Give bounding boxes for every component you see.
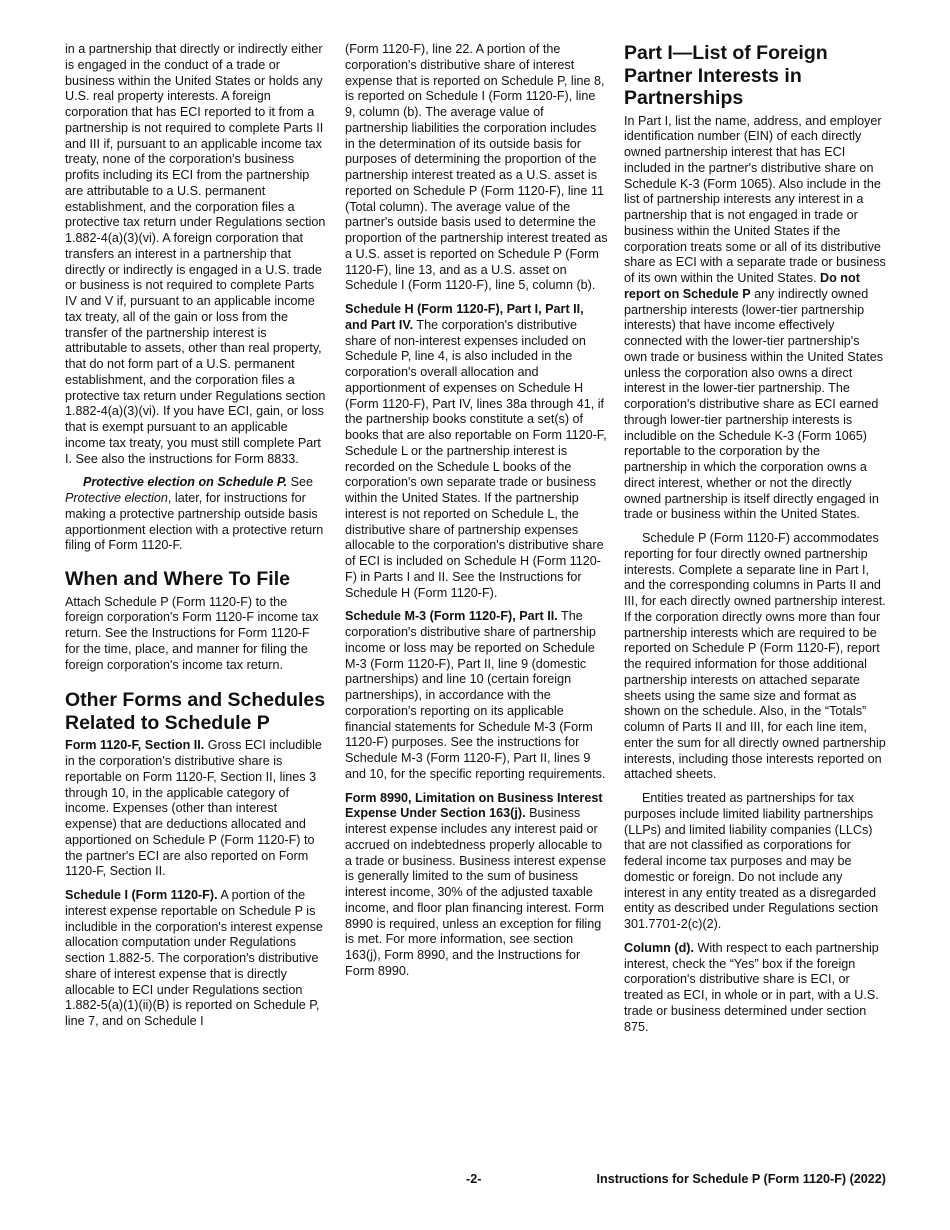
paragraph-form-1120f-section-ii: [65, 738, 327, 880]
text-fragment: Gross ECI includible in the corporation's distributive share is reportable on Form 1120-F, Section II, lines 3 through 10, in the applicable category of income. Expenses (other than interest expense) that are deductions allocated and apportioned on Schedule P (Form 1120-F) to the partner's ECI are also reported on Form 1120-F, Section II.: [65, 738, 322, 879]
paragraph-column-d: [624, 941, 886, 1036]
run-in-heading-column-d: Column (d).: [624, 940, 694, 955]
section-heading-when-where: When and Where To File: [65, 568, 290, 590]
paragraph-schedule-i: [65, 888, 327, 1030]
run-in-heading-schedule-h: Schedule H (Form 1120-F), Part I, Part II, and Part IV.: [345, 302, 584, 332]
paragraph-four-interests: Schedule P (Form 1120-F) accommodates reporting for four directly owned partnership interests. Complete a separate line in Part I, and the corresponding columns in Parts II and III, for each directly owned partnership interest. If the corporation directly owns more than four partnership interests which are required to be reported on Schedule P (Form 1120-F), report the required information for those additional partnership interests on attached separate sheets using the same size and format as shown on the schedule. Also, in the “Totals” column of Parts II and III, for each line item, enter the sum for all directly owned partnership interests, including those interests reported on attached sheets.: [624, 531, 886, 782]
run-in-heading-schedule-m3: Schedule M-3 (Form 1120-F), Part II.: [345, 609, 558, 624]
text-fragment: In Part I, list the name, address, and employer identification number (EIN) of each directly owned partnership interest that has ECI included in the partner's distributive share on Schedule K-3 (Form 1065). Also include in the list of partnership interests any interest in a partnership that is not engaged in trade or business within the United States if the corporation treats some or all of its distributive share as ECI with a separate trade or business of its own within the United States.: [624, 113, 886, 285]
paragraph-protective-election: [65, 475, 327, 554]
text-fragment: The corporation's distributive share of partnership income or loss may be reported on Schedule M-3 (Form 1120-F), Part II, line 9 (domestic partnerships) and line 10 (certain foreign partnerships), in accordance with the corporation's reporting on its applicable financial statements for Schedule M-3 (Form 1120-F) purposes. See the instructions for Schedule M-3 (Form 1120-F), Part II, lines 9 and 10, for the specific reporting requirements.: [345, 609, 606, 781]
paragraph-part-i-list: [624, 114, 886, 524]
emphasis-do-not-report: Do not report on Schedule P: [624, 271, 860, 301]
cross-reference: Protective election: [65, 491, 168, 505]
section-heading-other-forms: Other Forms and Schedules Related to Schedule P: [65, 689, 326, 734]
text-fragment: A portion of the interest expense reportable on Schedule P is includible in the corporation's interest expense allocation computation under Regulations section 1.882-5. The corporation's distributive share of interest expense that is directly allocable to ECI under Regulations section 1.882-5(a)(1)(ii)(B) is reported on Schedule P, line 7, and on Schedule I: [65, 888, 323, 1028]
run-in-heading-protective-election: Protective election on Schedule P.: [83, 475, 288, 490]
column-right: [624, 42, 886, 1043]
column-left: [65, 42, 327, 1038]
text-fragment: , later, for instructions for making a protective partnership outside basis apportionment election with a protective return filing of Form 1120-F.: [65, 491, 324, 553]
text-fragment: Business interest expense includes any interest paid or accrued on indebtedness properly allocable to a trade or business. Business interest expense is generally limited to the sum of business interest income, 30% of the adjusted taxable income, and floor plan financing interest. Form 8990 is required, unless an exception for filing is met. For more information, see section 163(j), Form 8990, and the Instructions for Form 8990.: [345, 806, 607, 978]
page-footer: [0, 1172, 950, 1192]
run-in-heading-form-1120f: Form 1120-F, Section II.: [65, 738, 205, 753]
run-in-heading-form-8990: Form 8990, Limitation on Business Interest Expense Under Section 163(j).: [345, 790, 603, 821]
footer-title: Instructions for Schedule P (Form 1120-F) (2022): [596, 1172, 886, 1186]
text-fragment: any indirectly owned partnership interests (lower-tier partnership interests) that have income effectively connected with the lower-tier partnership's own trade or business within the United States unless the corporation also owns a direct interest in the lower-tier partnership. The corporation's distributive share as ECI earned through lower-tier partnership interests is includible on the Schedule K-3 (Form 1065) reportable to the corporation by the partnership in which the corporation owns a direct interest, whether or not the directly owned partnership is itself directly engaged in trade or business within the United States.: [624, 286, 884, 522]
column-middle: [345, 42, 608, 988]
paragraph-entities-partnerships: Entities treated as partnerships for tax purposes include limited liability partnerships (LLPs) and limited liability companies (LLCs) that are not classified as corporations for federal income tax purposes and may be domestic or foreign. Do not include any interest in any entity treated as a disregarded entity as described under Regulations section 301.7701-2(c)(2).: [624, 791, 879, 931]
paragraph-form-8990: [345, 791, 608, 980]
text-fragment: With respect to each partnership interest, check the “Yes” box if the foreign corporation's distributive share is ECI, or treated as ECI, in whole or in part, with a U.S. trade or business determined under section 875.: [624, 940, 879, 1034]
section-heading-part-i: Part I—List of Foreign Partner Interests in Partnerships: [624, 42, 828, 109]
paragraph-schedule-m3: [345, 609, 608, 782]
paragraph-schedule-i-continued: (Form 1120-F), line 22. A portion of the corporation's distributive share of interest expense that is reported on Schedule P, line 8, is reported on Schedule I (Form 1120-F), line 9, column (b). The average value of partnership liabilities the corporation includes in the determination of its outside basis for purposes of determining the proportion of the partnership interest treated as a U.S. asset is reported on Schedule P (Form 1120-F), line 11 (Total column). The average value of the partner's outside basis used to determine the proportion of the partnership interest treated as a U.S. asset is reported on Schedule P (Form 1120-F), line 13, and as a U.S. asset on Schedule I (Form 1120-F), line 5, column (b).: [345, 42, 608, 293]
page-number: -2-: [466, 1172, 482, 1186]
run-in-heading-schedule-i: Schedule I (Form 1120-F).: [65, 888, 218, 902]
paragraph-schedule-h: [345, 302, 608, 601]
paragraph-treaty-exception: in a partnership that directly or indirectly either is engaged in the conduct of a trade or business within the United States or holds any U.S. real property interests. A foreign corporation that has ECI reported to it from a partnership is not required to complete Parts II and III if, pursuant to an applicable income tax treaty, none of the corporation's business profits including its ECI from the partnership are attributable to a U.S. permanent establishment, and the corporation files a protective tax return under Regulations section 1.882-4(a)(3)(vi). A foreign corporation that transfers an interest in a partnership that directly or indirectly is engaged in a U.S. trade or business is not required to complete Parts IV and V if, pursuant to an applicable income tax treaty, all of the gain or loss from the transfer of the partnership interest is attributable to assets, other than real property, that do not form part of a U.S. permanent establishment, and the corporation files a protective tax return under Regulations section 1.882-4(a)(3)(vi). If you have ECI, gain, or loss that is exempt pursuant to an applicable income tax treaty, you must still complete Part I. See also the instructions for Form 8833.: [65, 42, 326, 466]
paragraph-when-where: Attach Schedule P (Form 1120-F) to the foreign corporation's Form 1120-F income tax return. See the Instructions for Form 1120-F for the time, place, and manner for filing the foreign corporation's income tax return.: [65, 594, 319, 672]
text-fragment: See: [290, 475, 314, 490]
text-fragment: The corporation's distributive share of non-interest expenses included on Schedule P, line 4, is also included in the corporation's overall allocation and apportionment of expenses on Schedule H (Form 1120-F), Part IV, lines 38a through 41, if the partnership books constitute a set(s) of books that are also reportable on Form 1120-F, Schedule L or the partnership interest is recorded on the Schedule L books of the corporation's own separate trade or business within the United States. If the partnership interest is not reported on Schedule L, the distributive share of partnership expenses allocable to the corporation's distributive share of ECI is included on Schedule H (Form 1120-F) in Parts I and II. See the Instructions for Schedule H (Form 1120-F).: [345, 317, 607, 600]
